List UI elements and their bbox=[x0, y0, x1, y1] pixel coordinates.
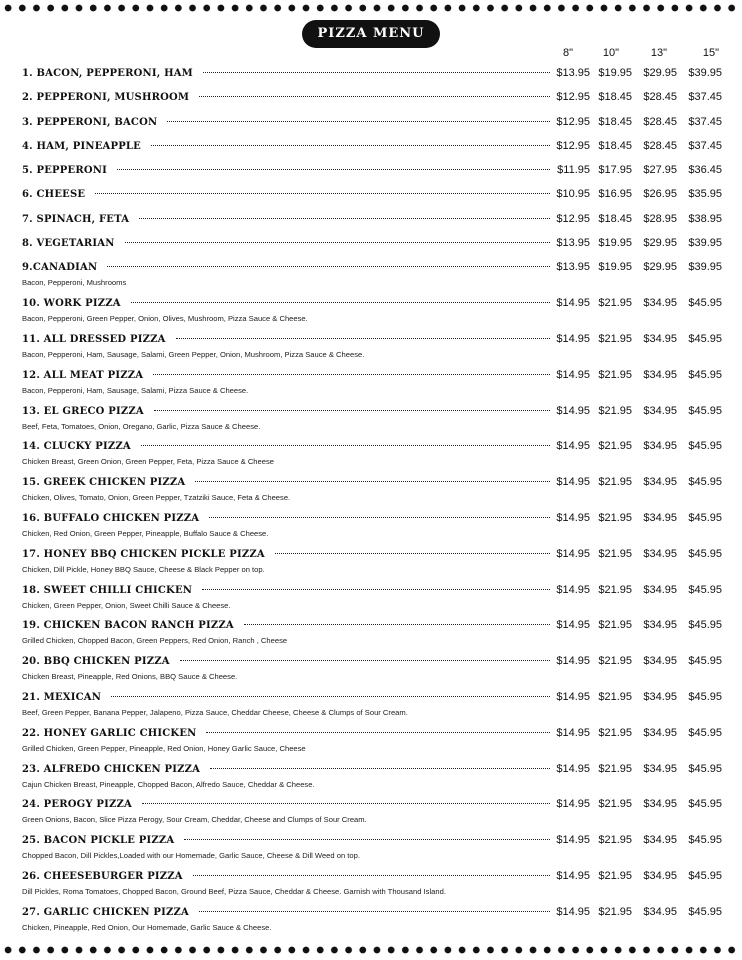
menu-item-name: 5. PEPPERONI bbox=[22, 165, 107, 177]
dotted-leader bbox=[131, 302, 550, 303]
price-size-10: $21.95 bbox=[598, 332, 632, 345]
menu-item-prices bbox=[554, 619, 722, 631]
price-size-8: $14.95 bbox=[556, 655, 590, 668]
price-size-13: $34.95 bbox=[643, 440, 677, 453]
price-size-8: $14.95 bbox=[556, 368, 590, 381]
price-size-10: $19.95 bbox=[598, 261, 632, 274]
menu-item-prices bbox=[554, 297, 722, 309]
menu-item-row bbox=[22, 906, 722, 922]
price-size-15: $37.45 bbox=[688, 115, 722, 128]
menu-item bbox=[22, 691, 722, 719]
menu-item-row bbox=[22, 261, 722, 277]
menu-item bbox=[22, 261, 722, 289]
menu-title-banner bbox=[302, 20, 440, 48]
price-size-15: $45.95 bbox=[688, 726, 722, 739]
menu-item-description: Bacon, Pepperoni, Ham, Sausage, Salami, Green Pepper, Onion, Mushroom, Pizza Sauce & Cheese. bbox=[22, 349, 365, 359]
menu-item-row bbox=[22, 548, 722, 564]
price-size-8: $14.95 bbox=[556, 332, 590, 345]
price-size-10: $17.95 bbox=[598, 164, 632, 177]
menu-item bbox=[22, 476, 722, 504]
price-size-13: $34.95 bbox=[643, 798, 677, 811]
menu-item-prices bbox=[554, 906, 722, 918]
price-size-15: $45.95 bbox=[688, 368, 722, 381]
menu-item-description: Chicken, Red Onion, Green Pepper, Pineapple, Buffalo Sauce & Cheese. bbox=[22, 528, 269, 538]
menu-item-row bbox=[22, 512, 722, 528]
price-size-10: $21.95 bbox=[598, 690, 632, 703]
menu-item-row bbox=[22, 164, 722, 180]
price-size-8: $12.95 bbox=[556, 115, 590, 128]
menu-item bbox=[22, 834, 722, 862]
menu-item-prices bbox=[554, 333, 722, 345]
menu-item-row bbox=[22, 440, 722, 456]
price-size-8: $14.95 bbox=[556, 726, 590, 739]
menu-item-prices bbox=[554, 512, 722, 524]
menu-item-prices bbox=[554, 691, 722, 703]
price-size-8: $14.95 bbox=[556, 690, 590, 703]
price-size-13: $29.95 bbox=[643, 261, 677, 274]
menu-item bbox=[22, 297, 722, 325]
menu-item-row bbox=[22, 727, 722, 743]
dotted-leader bbox=[142, 803, 550, 804]
menu-item-prices bbox=[554, 655, 722, 667]
dotted-leader bbox=[209, 517, 550, 518]
price-size-10: $16.95 bbox=[598, 188, 632, 201]
menu-item bbox=[22, 91, 722, 107]
price-size-13: $34.95 bbox=[643, 726, 677, 739]
price-size-13: $26.95 bbox=[643, 188, 677, 201]
menu-item bbox=[22, 655, 722, 683]
menu-item-prices bbox=[554, 870, 722, 882]
price-size-8: $12.95 bbox=[556, 212, 590, 225]
menu-item-name: 14. CLUCKY PIZZA bbox=[22, 441, 131, 453]
price-size-8: $14.95 bbox=[556, 547, 590, 560]
menu-item-name: 12. ALL MEAT PIZZA bbox=[22, 369, 144, 381]
price-size-15: $45.95 bbox=[688, 440, 722, 453]
menu-item-row bbox=[22, 237, 722, 253]
price-size-10: $21.95 bbox=[598, 619, 632, 632]
dotted-leader bbox=[151, 145, 550, 146]
menu-item-description: Green Onions, Bacon, Slice Pizza Perogy, Sour Cream, Cheddar, Cheese and Clumps of Sour Cream. bbox=[22, 815, 367, 825]
price-size-13: $27.95 bbox=[643, 164, 677, 177]
dotted-leader bbox=[141, 445, 550, 446]
menu-item-prices bbox=[554, 584, 722, 596]
price-size-15: $36.45 bbox=[688, 164, 722, 177]
menu-item-row bbox=[22, 798, 722, 814]
price-size-10: $21.95 bbox=[598, 905, 632, 918]
menu-item-row bbox=[22, 691, 722, 707]
dotted-leader bbox=[195, 481, 550, 482]
price-size-10: $21.95 bbox=[598, 798, 632, 811]
menu-item-description: Chicken, Olives, Tomato, Onion, Green Pepper, Tzatziki Sauce, Feta & Cheese. bbox=[22, 493, 291, 503]
size-header bbox=[0, 47, 742, 61]
menu-item-name: 9.CANADIAN bbox=[22, 262, 98, 274]
dotted-leader bbox=[167, 121, 550, 122]
menu-item-row bbox=[22, 369, 722, 385]
price-size-13: $34.95 bbox=[643, 834, 677, 847]
menu-item-name: 15. GREEK CHICKEN PIZZA bbox=[22, 477, 186, 489]
menu-item-row bbox=[22, 213, 722, 229]
dotted-leader bbox=[244, 624, 550, 625]
menu-item-name: 17. HONEY BBQ CHICKEN PICKLE PIZZA bbox=[22, 548, 265, 560]
price-size-8: $10.95 bbox=[556, 188, 590, 201]
price-size-15: $45.95 bbox=[688, 655, 722, 668]
menu-item bbox=[22, 237, 722, 253]
dotted-leader bbox=[202, 589, 550, 590]
menu-list bbox=[22, 67, 722, 942]
price-size-13: $29.95 bbox=[643, 67, 677, 79]
menu-item-description: Beef, Green Pepper, Banana Pepper, Jalapeno, Pizza Sauce, Cheddar Cheese, Cheese & Clumps of Sour Cream. bbox=[22, 707, 408, 717]
menu-item-name: 24. PEROGY PIZZA bbox=[22, 799, 132, 811]
price-size-13: $34.95 bbox=[643, 905, 677, 918]
price-size-13: $28.45 bbox=[643, 115, 677, 128]
menu-item-name: 8. VEGETARIAN bbox=[22, 238, 115, 250]
price-size-13: $34.95 bbox=[643, 583, 677, 596]
menu-item-description: Chicken Breast, Pineapple, Red Onions, BBQ Sauce & Cheese. bbox=[22, 672, 238, 682]
price-size-13: $34.95 bbox=[643, 690, 677, 703]
price-size-15: $37.45 bbox=[688, 139, 722, 152]
dotted-leader bbox=[153, 374, 550, 375]
price-size-15: $35.95 bbox=[688, 188, 722, 201]
menu-item-description: Grilled Chicken, Green Pepper, Pineapple, Red Onion, Honey Garlic Sauce, Cheese bbox=[22, 743, 306, 753]
menu-item-prices bbox=[554, 91, 722, 103]
menu-item bbox=[22, 188, 722, 204]
menu-item-prices bbox=[554, 164, 722, 176]
price-size-13: $28.95 bbox=[643, 212, 677, 225]
menu-item-name: 21. MEXICAN bbox=[22, 691, 102, 703]
menu-item-row bbox=[22, 140, 722, 156]
price-size-15: $45.95 bbox=[688, 619, 722, 632]
menu-item bbox=[22, 512, 722, 540]
price-size-15: $45.95 bbox=[688, 511, 722, 524]
price-size-15: $45.95 bbox=[688, 404, 722, 417]
price-size-13: $34.95 bbox=[643, 869, 677, 882]
bottom-dotted-border bbox=[0, 945, 742, 955]
menu-item-row bbox=[22, 655, 722, 671]
menu-item-prices bbox=[554, 763, 722, 775]
menu-item-row bbox=[22, 297, 722, 313]
price-size-15: $45.95 bbox=[688, 583, 722, 596]
price-size-8: $14.95 bbox=[556, 905, 590, 918]
menu-item bbox=[22, 369, 722, 397]
menu-item-name: 10. WORK PIZZA bbox=[22, 298, 121, 310]
price-size-15: $45.95 bbox=[688, 834, 722, 847]
price-size-15: $37.45 bbox=[688, 91, 722, 104]
dotted-leader bbox=[203, 72, 550, 73]
menu-item-row bbox=[22, 584, 722, 600]
dotted-leader bbox=[154, 410, 550, 411]
menu-item bbox=[22, 67, 722, 83]
price-size-10: $21.95 bbox=[598, 762, 632, 775]
dotted-leader bbox=[184, 839, 550, 840]
price-size-8: $14.95 bbox=[556, 762, 590, 775]
menu-item bbox=[22, 548, 722, 576]
price-size-13: $34.95 bbox=[643, 619, 677, 632]
price-size-10: $21.95 bbox=[598, 511, 632, 524]
dotted-leader bbox=[125, 242, 550, 243]
price-size-10: $18.45 bbox=[598, 212, 632, 225]
menu-item bbox=[22, 906, 722, 934]
price-size-15: $45.95 bbox=[688, 690, 722, 703]
dotted-leader bbox=[199, 911, 550, 912]
menu-item-name: 25. BACON PICKLE PIZZA bbox=[22, 835, 175, 847]
menu-item-name: 4. HAM, PINEAPPLE bbox=[22, 140, 141, 152]
price-size-10: $18.45 bbox=[598, 91, 632, 104]
price-size-13: $34.95 bbox=[643, 404, 677, 417]
menu-item-name: 19. CHICKEN BACON RANCH PIZZA bbox=[22, 620, 234, 632]
menu-item-row bbox=[22, 116, 722, 132]
menu-item bbox=[22, 870, 722, 898]
dotted-leader bbox=[107, 266, 550, 267]
price-size-10: $21.95 bbox=[598, 297, 632, 310]
price-size-8: $14.95 bbox=[556, 511, 590, 524]
menu-item-name: 20. BBQ CHICKEN PIZZA bbox=[22, 656, 170, 668]
price-size-13: $34.95 bbox=[643, 762, 677, 775]
price-size-8: $13.95 bbox=[556, 237, 590, 250]
menu-item-description: Grilled Chicken, Chopped Bacon, Green Peppers, Red Onion, Ranch , Cheese bbox=[22, 636, 288, 646]
menu-item bbox=[22, 727, 722, 755]
price-size-10: $21.95 bbox=[598, 368, 632, 381]
menu-item-name: 7. SPINACH, FETA bbox=[22, 213, 130, 225]
menu-item-description: Beef, Feta, Tomatoes, Onion, Oregano, Garlic, Pizza Sauce & Cheese. bbox=[22, 421, 261, 431]
menu-item-row bbox=[22, 405, 722, 421]
menu-item-name: 3. PEPPERONI, BACON bbox=[22, 116, 158, 128]
price-size-15: $38.95 bbox=[688, 212, 722, 225]
dotted-leader bbox=[111, 696, 550, 697]
menu-item-row bbox=[22, 67, 722, 83]
price-size-10: $18.45 bbox=[598, 139, 632, 152]
menu-item bbox=[22, 440, 722, 468]
menu-item-prices bbox=[554, 405, 722, 417]
menu-item-name: 16. BUFFALO CHICKEN PIZZA bbox=[22, 512, 200, 524]
menu-item-description: Chicken, Green Pepper, Onion, Sweet Chilli Sauce & Cheese. bbox=[22, 600, 231, 610]
menu-item-description: Chicken, Dill Pickle, Honey BBQ Sauce, Cheese & Black Pepper on top. bbox=[22, 564, 265, 574]
price-size-8: $14.95 bbox=[556, 404, 590, 417]
size-label-10: 10" bbox=[602, 47, 619, 59]
price-size-10: $21.95 bbox=[598, 404, 632, 417]
price-size-10: $21.95 bbox=[598, 440, 632, 453]
price-size-8: $13.95 bbox=[556, 67, 590, 79]
price-size-13: $29.95 bbox=[643, 237, 677, 250]
dotted-leader bbox=[193, 875, 550, 876]
size-label-8: 8" bbox=[562, 47, 573, 59]
menu-item-prices bbox=[554, 261, 722, 273]
dotted-leader bbox=[210, 768, 550, 769]
menu-item bbox=[22, 164, 722, 180]
menu-item-prices bbox=[554, 213, 722, 225]
menu-item-description: Chicken Breast, Green Onion, Green Pepper, Feta, Pizza Sauce & Cheese bbox=[22, 457, 274, 467]
menu-item-description: Chicken, Pineapple, Red Onion, Our Homemade, Garlic Sauce & Cheese. bbox=[22, 922, 272, 932]
price-size-13: $34.95 bbox=[643, 655, 677, 668]
dotted-leader bbox=[117, 169, 550, 170]
price-size-13: $34.95 bbox=[643, 547, 677, 560]
menu-item-prices bbox=[554, 140, 722, 152]
menu-item-name: 23. ALFREDO CHICKEN PIZZA bbox=[22, 763, 201, 775]
menu-item-row bbox=[22, 476, 722, 492]
menu-item-prices bbox=[554, 67, 722, 79]
price-size-8: $14.95 bbox=[556, 297, 590, 310]
price-size-15: $45.95 bbox=[688, 869, 722, 882]
price-size-8: $13.95 bbox=[556, 261, 590, 274]
price-size-13: $28.45 bbox=[643, 91, 677, 104]
price-size-10: $21.95 bbox=[598, 726, 632, 739]
price-size-8: $11.95 bbox=[557, 164, 590, 177]
dotted-leader bbox=[199, 96, 550, 97]
price-size-10: $21.95 bbox=[598, 583, 632, 596]
price-size-8: $12.95 bbox=[556, 139, 590, 152]
price-size-8: $14.95 bbox=[556, 583, 590, 596]
menu-item-row bbox=[22, 333, 722, 349]
dotted-leader bbox=[95, 193, 550, 194]
menu-item-name: 2. PEPPERONI, MUSHROOM bbox=[22, 92, 190, 104]
price-size-8: $12.95 bbox=[556, 91, 590, 104]
menu-item-description: Bacon, Pepperoni, Green Pepper, Onion, Olives, Mushroom, Pizza Sauce & Cheese. bbox=[22, 314, 308, 324]
menu-item bbox=[22, 333, 722, 361]
price-size-10: $21.95 bbox=[598, 869, 632, 882]
menu-item-description: Cajun Chicken Breast, Pineapple, Chopped Bacon, Alfredo Sauce, Cheddar & Cheese. bbox=[22, 779, 315, 789]
price-size-8: $14.95 bbox=[556, 798, 590, 811]
dotted-leader bbox=[206, 732, 550, 733]
menu-item-name: 1. BACON, PEPPERONI, HAM bbox=[22, 68, 193, 79]
menu-item-row bbox=[22, 763, 722, 779]
menu-item-prices bbox=[554, 834, 722, 846]
price-size-15: $45.95 bbox=[688, 476, 722, 489]
price-size-10: $21.95 bbox=[598, 655, 632, 668]
menu-item-prices bbox=[554, 548, 722, 560]
price-size-15: $45.95 bbox=[688, 547, 722, 560]
price-size-15: $45.95 bbox=[688, 905, 722, 918]
size-label-15: 15" bbox=[702, 47, 719, 59]
price-size-10: $21.95 bbox=[598, 834, 632, 847]
menu-item-name: 26. CHEESEBURGER PIZZA bbox=[22, 870, 183, 882]
dotted-leader bbox=[180, 660, 550, 661]
price-size-15: $45.95 bbox=[688, 798, 722, 811]
price-size-10: $21.95 bbox=[598, 547, 632, 560]
price-size-15: $39.95 bbox=[688, 261, 722, 274]
menu-item-prices bbox=[554, 369, 722, 381]
menu-item bbox=[22, 116, 722, 132]
menu-item-name: 13. EL GRECO PIZZA bbox=[22, 405, 144, 417]
menu-item-prices bbox=[554, 116, 722, 128]
menu-item bbox=[22, 213, 722, 229]
price-size-10: $21.95 bbox=[598, 476, 632, 489]
menu-item bbox=[22, 798, 722, 826]
size-label-13: 13" bbox=[650, 47, 667, 59]
price-size-13: $34.95 bbox=[643, 297, 677, 310]
menu-item-prices bbox=[554, 727, 722, 739]
menu-item-row bbox=[22, 91, 722, 107]
dotted-leader bbox=[275, 553, 550, 554]
menu-item-prices bbox=[554, 237, 722, 249]
price-size-8: $14.95 bbox=[556, 834, 590, 847]
price-size-13: $28.45 bbox=[643, 139, 677, 152]
price-size-15: $39.95 bbox=[688, 67, 722, 79]
price-size-15: $45.95 bbox=[688, 332, 722, 345]
menu-item-name: 27. GARLIC CHICKEN PIZZA bbox=[22, 906, 189, 918]
menu-item-row bbox=[22, 870, 722, 886]
menu-item-prices bbox=[554, 188, 722, 200]
menu-item bbox=[22, 619, 722, 647]
price-size-10: $18.45 bbox=[598, 115, 632, 128]
menu-item bbox=[22, 763, 722, 791]
price-size-8: $14.95 bbox=[556, 619, 590, 632]
menu-item-name: 22. HONEY GARLIC CHICKEN bbox=[22, 727, 197, 739]
price-size-15: $39.95 bbox=[688, 237, 722, 250]
price-size-10: $19.95 bbox=[598, 67, 632, 79]
top-dotted-border bbox=[0, 3, 742, 13]
menu-item-row bbox=[22, 619, 722, 635]
price-size-8: $14.95 bbox=[556, 440, 590, 453]
price-size-15: $45.95 bbox=[688, 762, 722, 775]
price-size-13: $34.95 bbox=[643, 511, 677, 524]
price-size-8: $14.95 bbox=[556, 869, 590, 882]
menu-item-description: Bacon, Pepperoni, Mushrooms bbox=[22, 278, 127, 288]
menu-item-name: 18. SWEET CHILLI CHICKEN bbox=[22, 584, 193, 596]
menu-item-name: 11. ALL DRESSED PIZZA bbox=[22, 333, 166, 345]
menu-item-description: Bacon, Pepperoni, Ham, Sausage, Salami, Pizza Sauce & Cheese. bbox=[22, 385, 249, 395]
price-size-13: $34.95 bbox=[643, 476, 677, 489]
menu-item-prices bbox=[554, 476, 722, 488]
dotted-leader bbox=[139, 218, 550, 219]
price-size-13: $34.95 bbox=[643, 332, 677, 345]
price-size-10: $19.95 bbox=[598, 237, 632, 250]
menu-item-name: 6. CHEESE bbox=[22, 189, 86, 201]
menu-item-row bbox=[22, 834, 722, 850]
menu-title: PIZZA MENU bbox=[317, 26, 425, 41]
price-size-8: $14.95 bbox=[556, 476, 590, 489]
menu-item bbox=[22, 584, 722, 612]
menu-item-description: Chopped Bacon, Dill Pickles,Loaded with our Homemade, Garlic Sauce, Cheese & Dill Weed on top. bbox=[22, 851, 360, 861]
dotted-leader bbox=[176, 338, 550, 339]
price-size-15: $45.95 bbox=[688, 297, 722, 310]
menu-item-prices bbox=[554, 440, 722, 452]
menu-item-description: Dill Pickles, Roma Tomatoes, Chopped Bacon, Ground Beef, Pizza Sauce, Cheddar & Cheese. Garnish with Thousand Island. bbox=[22, 886, 446, 896]
menu-item-row bbox=[22, 188, 722, 204]
menu-item bbox=[22, 405, 722, 433]
menu-item-prices bbox=[554, 798, 722, 810]
menu-item bbox=[22, 140, 722, 156]
price-size-13: $34.95 bbox=[643, 368, 677, 381]
